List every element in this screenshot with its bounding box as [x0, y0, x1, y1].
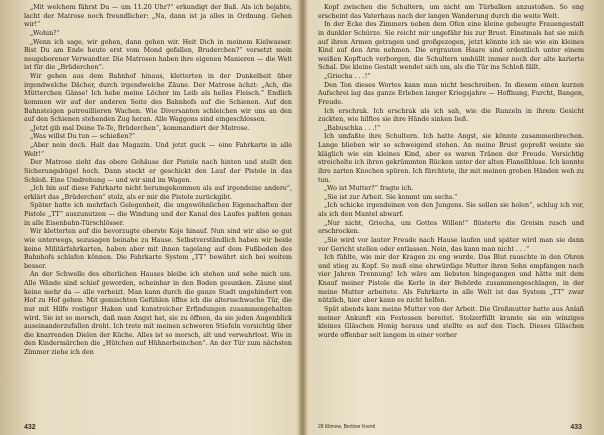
paragraph: Später hatte ich mehrfach Gelegenheit, die ungewöhnlichen Eigenschaften der Pistole „TT“ auszunutzen — die Windung und der Kanal des Laufes paßten genau in alle Eisenbahn-Türschlösser. [24, 202, 292, 227]
paragraph: „Sie wird vor lauter Freude nach Hause laufen und später wird man sie dann vor Gericht stellen oder entlassen. Nein, das kann man nicht . . .“ [318, 236, 584, 253]
paragraph: „Babuschka . . .!“ [324, 124, 381, 132]
paragraph: „Ich schicke irgendeinen von den Jungens. Sie sollen sie holen“, schlug ich vor, als ich den Mantel abwarf. [318, 202, 584, 218]
paragraph: An der Schwelle des elterlichen Hauses bleibe ich stehen und sehe mich um. Alle Wände sind schief geworden, scheinbar in den Boden gesunken. Zäune sind keine mehr da — alle verheizt. Man kann durch die ganze Stadt ungehindert von Hof zu Hof gehen. Mit gemischten Gefühlen öffne ich die altersschwache Tür, die nur mit Hilfe rostiger Haken und kunstreicher Erfindungen zusammengehalten wird. Sie ist so morsch, daß man Angst hat, sie zu öffnen, da sie jeden Augenblick auseinanderzufallen droht. Ich trete mit meinen schweren Stiefeln vorsichtig über die knarrenden Dielen der Küche. Alles ist so morsch, alt und verwahrlost. Wie in den Kindermärchen die „Hütchen auf Hühnerbeinchen“. An der Tür zum nächsten Zimmer ziehe ich den [24, 271, 292, 356]
paragraph: „Was willst Du tun — schießen?“ [30, 133, 136, 141]
paragraph: „Nur nicht, Griecha, um Gottes Willen!“ flüsterte die Greisin rasch und erschrocken. [318, 219, 584, 236]
paragraph: „Wo ist Mutter?“ fragte ich. [324, 185, 414, 193]
paragraph: „Jetzt gib mal Deine Te-Te, Brüderchen“, kommandiert der Matrose. [30, 124, 250, 132]
page-number-right: 433 [570, 424, 582, 431]
paragraph: „Wenn ich sage, wir gehen, dann gehen wir. Heit Dich in meinem Kielwasser. Bist Du am Ende heute erst vom Mond gefallen, Bruderchen?“ versetzt mein neugeborener Verwandter. Die Matrosen haben ihre eigenen Manieren — die Welt ist für die „Brüderchen“. [24, 38, 292, 72]
paragraph: „Aber nein doch. Halt das Magazin. Und jetzt guck — eine Fahrkarte in alle Welt!“ [24, 142, 292, 158]
page-number-left: 432 [24, 424, 36, 431]
left-page [24, 4, 292, 432]
paragraph: Den Ton dieses Wortes kann man nicht beschreiben. In diesem einen kurzen Aufschrei lag das ganze Erleben langer Kriegsjahre — Hoffnung, Furcht, Bangen, Freude. [318, 81, 584, 106]
paragraph: Ich erschrak. Ich erschrak als ich sah, wie die Runzeln in ihrem Gesicht zuckten, wie hilflos sie ihre Hände sinken ließ. [318, 107, 584, 124]
right-page [318, 4, 584, 432]
paragraph: Ich umfaßte ihre Schultern. Ich hatte Angst, sie könnte zusammenbrechen. Lange blieben wir so schweigend stehen. An meine Brust gepreßt weinte sie kläglich wie ein kleines Kind, aber es waren Tränen der Freude. Vorsichtig streichelte ich ihren gekrümmten Rücken unter der alten Flanellbluse. Ich konnte ihre zarten Knochen spüren. Ich fürchtete, ihr mit meinen groben Händen weh zu tun. [318, 133, 584, 184]
paragraph: Ich fühlte, wie mir der Kragen zu eng wurde. Das Blut rauschte in den Ohren und stieg zu Kopf. So muß eine ehrwürdige Mutter ihren Sohn empfangen nach vier Jahren Trennung! Ich wäre am liebsten hingegangen und hätte mit dem Knauf meiner Pistole die Kerle in der Behörde zusammengeschlagen, in der meine Mutter arbeitete. Als Fahrkarte in alle Welt ist das System „TT“ zwar nützlich, hier aber kann es nicht helfen. [318, 254, 584, 305]
paragraph: Kopf zwischen die Schultern, um nicht am Türbalken anzustoßen. So eng erscheint das Vaterhaus nach der langen Wanderung durch die weite Welt. [318, 4, 584, 20]
book-gutter [298, 0, 308, 435]
paragraph: „Mit welchem fährst Du — um 11.20 Uhr?“ erkundigt der Baß. Als ich bejahte, lacht der Matrose noch freundlicher: „Na, dann ist ja alles in Ordnung. Gehen wir!“ [24, 4, 292, 29]
paragraph: Spät abends kam meine Mutter von der Arbeit. Die Großmutter hatte aus Anlaß meiner Ankunft ein Festessen bereitet. Stolzerfüllt kramte sie ein winziges kleines Gläschen Honig heraus und stellte es auf den Tisch. Dieses Gläschen wurde offenbar seit langem in einer vorher [318, 305, 584, 339]
printer-signature: 28 Klimow, Berliner Kreml [318, 424, 376, 430]
right-page-text [318, 4, 584, 340]
paragraph: In der Ecke des Zimmers neben dem Ofen eine kleine gebeugte Frauengestalt in dunkler Schürze. Sie reicht mir ungefähr bis zur Brust. Einstmals hat sie mich auf ihren Armen getragen und großgezogen, jetzt könnte ich sie wie ein kleines Kind auf den Arm nehmen. Die ergrauten Haare sind ordentlich unter einem weißen Kopftuch verborgen, die Schultern umhüllt immer noch der alte karierte Schal. Die kleine Gestalt wendet sich um, als die Tür ins Schloß fällt. [318, 21, 584, 72]
paragraph: „Sie ist zur Arbeit. Sie kommt um sechs.“ [324, 193, 458, 201]
paragraph: Wir gehen aus dem Bahnhof hinaus, kletterten in der Dunkelheit über irgendwelche Dächer, durch irgendwelche Zäune. Der Matrose ächzt: „Ach, die Mütterchen Gänse! Ich hebe meine Löcher im Leib als helles Fleisch.“ Endlich kommen wir auf der anderen Seite des Bahnhofs auf die Schienen. Auf den Bahnsteigen patrouillieren Wachen. Wie Diversanten schleichen wir uns an den auf den Schienen stehenden Zug heran. Alle Waggons sind eingeschlossen. [24, 73, 292, 124]
left-page-text [24, 4, 292, 358]
paragraph: „Griecha . . .!“ [324, 73, 371, 80]
paragraph: Der Matrose zieht das obere Gehäuse der Pistole nach hinten und stellt den Sicherungsbügel hoch. Dann steckt er geschickt den Lauf der Pistole in das Schloß. Eine Umdrehung — und wir sind im Wagen. [24, 159, 292, 184]
paragraph: „Ich bin auf diese Fahrkarte nicht herumgekommen als auf irgendeine andere“, erklärt das „Brüderchen“ stolz, als er mir die Pistole zurückgibt. [24, 185, 292, 201]
paragraph: „Wohin?“ [30, 29, 60, 37]
paragraph: Wir kletterten auf die bevorzugte oberste Koje hinauf. Nun sind wir also so gut wie unterwegs, sozusagen beinahe zu Hause. Selbstverständlich haben wir beide keine Militärfahrkarten, haben aber mit ihnen tagelang auf dem Fußboden des Bahnhofs schlafen können. Die Fahrkarte System „TT“ bewährt sich bei weitem besser. [24, 228, 292, 270]
